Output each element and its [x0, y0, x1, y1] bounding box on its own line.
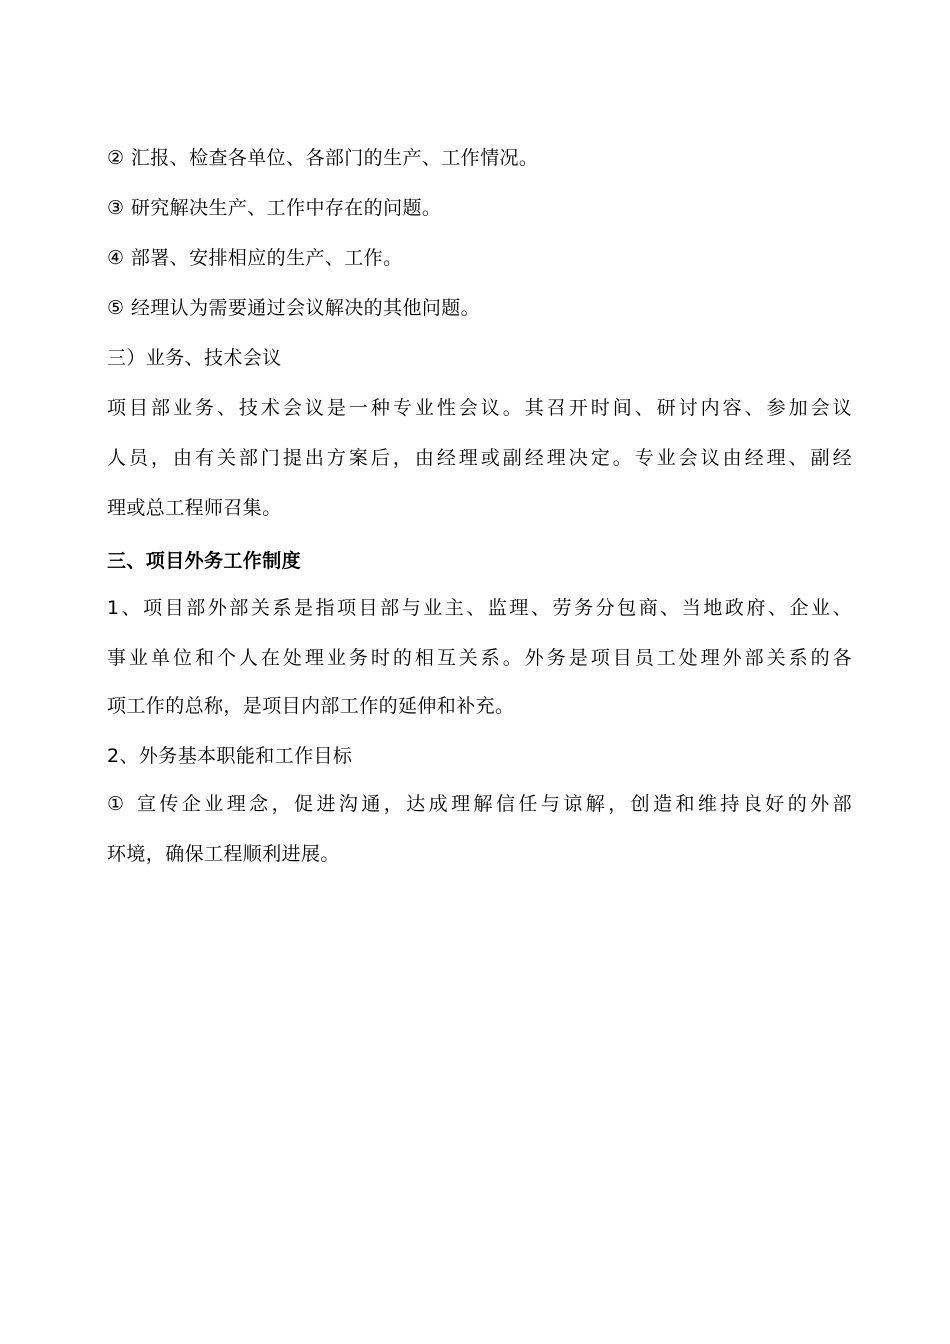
- paragraph-line: 事业单位和个人在处理业务时的相互关系。外务是项目员工处理外部关系的各: [107, 647, 852, 669]
- list-item-5: ⑤ 经理认为需要通过会议解决的其他问题。: [107, 297, 481, 319]
- paragraph-line: 环境，确保工程顺利进展。: [107, 843, 340, 865]
- section-heading: 三、项目外务工作制度: [107, 550, 302, 572]
- paragraph-line: 理或总工程师召集。: [107, 497, 282, 519]
- list-item-2: ② 汇报、检查各单位、各部门的生产、工作情况。: [107, 147, 539, 169]
- list-item-1: ① 宣传企业理念，促进沟通，达成理解信任与谅解，创造和维持良好的外部: [107, 793, 852, 815]
- paragraph-line: 人员，由有关部门提出方案后，由经理或副经理决定。专业会议由经理、副经: [107, 447, 852, 469]
- paragraph-line: 1、项目部外部关系是指项目部与业主、监理、劳务分包商、当地政府、企业、: [107, 597, 852, 619]
- list-item-3: ③ 研究解决生产、工作中存在的问题。: [107, 197, 442, 219]
- subsection-heading: 三）业务、技术会议: [107, 347, 282, 369]
- paragraph-line: 项工作的总称，是项目内部工作的延伸和补充。: [107, 695, 515, 717]
- list-item-4: ④ 部署、安排相应的生产、工作。: [107, 247, 403, 269]
- paragraph-line: 项目部业务、技术会议是一种专业性会议。其召开时间、研讨内容、参加会议: [107, 397, 852, 419]
- subsection-heading: 2、外务基本职能和工作目标: [107, 745, 353, 767]
